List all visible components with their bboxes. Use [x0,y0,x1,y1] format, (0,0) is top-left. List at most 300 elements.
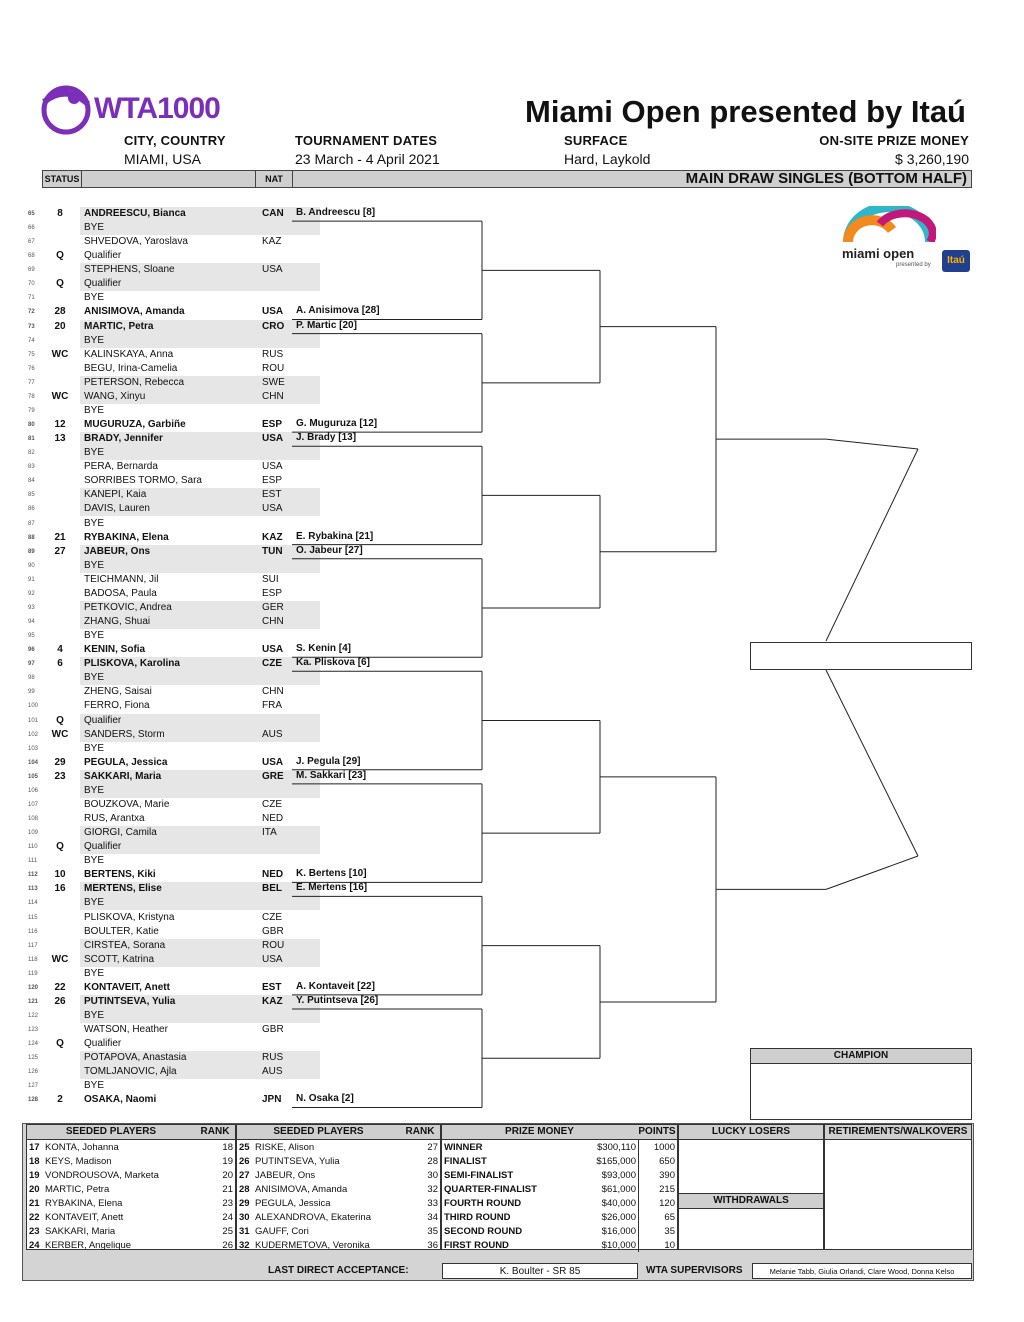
prize-money: $300,110 [597,1141,636,1153]
round2-winner: A. Anisimova [28] [296,305,380,317]
draw-position: 75 [28,351,35,358]
draw-position: 126 [28,1069,39,1076]
prize-label: ON-SITE PRIZE MONEY [819,133,969,148]
player-status: 22 [54,981,66,993]
draw-position: 110 [28,844,38,851]
seed-player: RYBAKINA, Elena [45,1197,123,1209]
draw-position: 98 [28,675,35,682]
seed-player: PUTINTSEVA, Yulia [255,1155,340,1167]
draw-position: 116 [28,928,38,935]
player-name: KONTAVEIT, Anett [84,981,170,993]
player-name: CIRSTEA, Sorana [84,939,166,951]
player-status: 8 [57,208,63,219]
player-nat: NED [262,869,284,881]
player-name: BYE [84,1080,105,1092]
seed-rank: 34 [427,1211,438,1223]
player-status: 2 [57,1094,63,1106]
player-name: BOUZKOVA, Marie [84,798,170,810]
player-name: Qualifier [84,278,122,290]
seed-number: 18 [29,1155,40,1167]
player-status: Q [56,1038,64,1050]
prize-round: FIRST ROUND [444,1239,509,1251]
player-nat: ESP [262,419,283,431]
player-name: RYBAKINA, Elena [84,531,169,543]
prize-money-table [441,1124,678,1250]
status-column-header: STATUS [42,170,82,188]
retirements-header: RETIREMENTS/WALKOVERS [825,1125,971,1140]
seed-rank: 28 [427,1155,438,1167]
prize-money: $26,000 [601,1211,636,1223]
itau-logo: Itaú [942,250,970,272]
round2-winner: K. Bertens [10] [296,868,367,880]
player-nat: RUS [262,348,284,360]
prize-money: $16,000 [601,1225,636,1237]
draw-position: 94 [28,619,35,626]
seed-player: KONTA, Johanna [45,1141,119,1153]
player-nat: EST [262,489,282,501]
draw-position: 123 [28,1027,39,1034]
player-name: SANDERS, Storm [84,728,165,740]
draw-position: 81 [28,436,35,443]
draw-position: 103 [28,745,39,752]
player-nat: CHN [262,616,284,628]
table-row [442,1140,677,1154]
seed-rank: 24 [222,1211,233,1223]
player-nat: GRE [262,770,284,782]
miami-open-text: miami open [842,246,915,261]
player-name: ANDREESCU, Bianca [84,208,186,219]
seed-number: 26 [239,1155,250,1167]
prize-round: SECOND ROUND [444,1225,523,1237]
retirements-box [824,1124,972,1250]
draw-position: 80 [28,422,35,429]
prize-money: $61,000 [601,1183,636,1195]
seed-number: 21 [29,1197,40,1209]
round2-winner: J. Pegula [29] [296,755,361,767]
round2-winner: E. Mertens [16] [296,882,368,894]
player-nat: CZE [262,911,282,923]
seed-rank: 35 [427,1225,438,1237]
seeds-table-a [26,1124,236,1250]
draw-position: 95 [28,633,35,640]
table-row [442,1224,677,1238]
draw-position: 79 [28,407,35,414]
player-nat: CHN [262,390,284,402]
seed-number: 31 [239,1225,250,1237]
seed-player: PEGULA, Jessica [255,1197,331,1209]
player-nat: CAN [262,208,284,219]
draw-position: 89 [28,548,35,555]
draw-position: 109 [28,830,39,837]
seed-number: 28 [239,1183,250,1195]
seed-player: ALEXANDROVA, Ekaterina [255,1211,371,1223]
player-name: RUS, Arantxa [84,813,145,824]
player-status: 27 [54,545,66,557]
dates-value: 23 March - 4 April 2021 [295,151,440,167]
champion-box [750,1048,972,1120]
seed-player: MARTIC, Petra [45,1183,110,1195]
round2-winner: G. Muguruza [12] [296,418,378,430]
player-nat: GBR [262,925,284,937]
player-name: Qualifier [84,841,122,853]
draw-position: 114 [28,900,38,907]
player-name: SHVEDOVA, Yaroslava [84,236,188,248]
draw-position: 84 [28,478,35,485]
player-name: BYE [84,967,105,979]
city-label: CITY, COUNTRY [124,133,226,148]
round2-winner: M. Sakkari [23] [296,769,367,781]
player-nat: EST [262,981,282,993]
player-nat: USA [262,433,284,445]
player-nat: TUN [262,545,283,557]
surface-value: Hard, Laykold [564,151,651,167]
player-name: OSAKA, Naomi [84,1094,157,1106]
player-name: MERTENS, Elise [84,883,162,895]
draw-position: 127 [28,1083,39,1090]
draw-position: 71 [28,295,35,302]
prize-money: $40,000 [601,1197,636,1209]
table-row [237,1238,440,1252]
draw-position: 115 [28,914,38,921]
draw-position: 88 [28,534,35,541]
draw-position: 104 [28,759,39,766]
seed-player: KERBER, Angelique [45,1239,132,1251]
prize-round: SEMI-FINALIST [444,1169,514,1181]
draw-position: 108 [28,816,39,822]
prize-points: 35 [639,1224,678,1238]
draw-position: 101 [28,717,39,724]
player-name: PUTINTSEVA, Yulia [84,995,176,1007]
draw-position: 86 [28,506,35,513]
round2-winner: S. Kenin [4] [296,643,352,655]
table-row [27,1238,235,1252]
player-status: Q [56,714,64,726]
player-name: BYE [84,517,105,529]
seed-number: 19 [29,1169,40,1181]
player-name: DAVIS, Lauren [84,503,150,515]
seed-player: VONDROUSOVA, Marketa [45,1169,159,1181]
supervisors-label: WTA SUPERVISORS [646,1265,743,1276]
seed-rank: 36 [427,1239,438,1251]
draw-position: 121 [28,998,39,1005]
seed-rank: 32 [427,1183,438,1195]
player-status: 12 [54,419,66,431]
seed-player: SAKKARI, Maria [45,1225,116,1237]
seed-rank: 33 [427,1197,438,1209]
player-name: GIORGI, Camila [84,827,157,839]
player-nat: NED [262,813,284,824]
player-name: PETERSON, Rebecca [84,376,185,388]
player-name: BRADY, Jennifer [84,433,163,445]
draw-position: 124 [28,1041,39,1048]
player-status: Q [56,841,64,853]
player-nat: JPN [262,1094,282,1106]
player-status: 10 [54,869,66,881]
nat-column-header: NAT [255,170,293,188]
seed-player: JABEUR, Ons [255,1169,316,1181]
seed-rank: 21 [222,1183,233,1195]
prize-points: 65 [639,1210,678,1224]
prize-points: 215 [639,1182,678,1196]
player-name: ZHANG, Shuai [84,616,151,628]
player-name: TOMLJANOVIC, Ajla [84,1066,177,1078]
round2-winner: Ka. Pliskova [6] [296,657,370,669]
prize-round: FINALIST [444,1155,487,1167]
player-status: 29 [54,756,66,768]
player-status: WC [51,348,69,360]
rank-header: RANK [200,1126,230,1137]
table-row [27,1168,235,1182]
draw-position: 70 [28,281,35,288]
player-name: Qualifier [84,250,122,262]
seed-player: ANISIMOVA, Amanda [255,1183,348,1195]
surface-label: SURFACE [564,133,628,148]
player-nat: FRA [262,700,282,712]
draw-position: 65 [28,211,35,217]
draw-position: 117 [28,942,38,949]
seed-number: 30 [239,1211,250,1223]
draw-position: 105 [28,773,39,780]
seed-player: RISKE, Alison [255,1141,315,1153]
player-name: PLISKOVA, Kristyna [84,911,175,923]
player-name: BYE [84,784,105,796]
seed-player: KUDERMETOVA, Veronika [255,1239,370,1251]
player-name: BYE [84,334,105,346]
seed-number: 20 [29,1183,40,1195]
seed-number: 24 [29,1239,40,1251]
player-name: ZHENG, Saisai [84,686,152,698]
prize-points: 10 [639,1238,678,1252]
seed-rank: 23 [222,1197,233,1209]
table-row [27,1196,235,1210]
draw-position: 76 [28,365,35,372]
player-nat: CZE [262,798,282,810]
seed-player: KEYS, Madison [45,1155,112,1167]
table-row [237,1182,440,1196]
player-name: PEGULA, Jessica [84,756,168,768]
player-status: 28 [54,306,66,318]
player-name: PETKOVIC, Andrea [84,601,172,613]
round2-winner: E. Rybakina [21] [296,530,374,542]
player-nat: USA [262,953,283,965]
prize-money: $10,000 [601,1239,636,1251]
seed-player: KONTAVEIT, Anett [45,1211,124,1223]
seeded-header: SEEDED PLAYERS [273,1126,364,1137]
seed-rank: 20 [222,1169,233,1181]
table-row [442,1182,677,1196]
table-row [237,1140,440,1154]
player-nat: ROU [262,939,285,951]
player-name: STEPHENS, Sloane [84,264,175,276]
player-nat: CZE [262,658,282,670]
seed-number: 32 [239,1239,250,1251]
round2-winner: O. Jabeur [27] [296,544,363,556]
final-result-box [750,642,972,670]
player-name: Qualifier [84,714,122,726]
draw-position: 120 [28,984,39,991]
player-name: KENIN, Sofia [84,644,146,656]
player-status: 4 [57,644,63,656]
player-status: Q [56,278,64,290]
city-value: MIAMI, USA [124,151,202,167]
seed-rank: 18 [222,1141,233,1153]
draw-position: 111 [28,858,38,865]
player-name: BYE [84,447,105,459]
draw-position: 67 [28,239,35,246]
player-status: 13 [54,433,66,445]
draw-position: 92 [28,590,35,597]
player-name: TEICHMANN, Jil [84,573,159,585]
player-nat: USA [262,503,283,515]
player-nat: CRO [262,320,285,332]
table-row [442,1154,677,1168]
player-nat: USA [262,644,284,656]
player-name: BYE [84,1009,105,1021]
rank-header: RANK [405,1126,435,1137]
table-row [237,1154,440,1168]
player-nat: USA [262,264,283,276]
lucky-losers-box [678,1124,824,1250]
draw-position: 72 [28,309,35,316]
player-name: JABEUR, Ons [84,545,151,557]
round2-winner: B. Andreescu [8] [296,207,376,218]
table-row [237,1210,440,1224]
draw-position: 73 [28,323,35,330]
prize-points: 650 [639,1154,678,1168]
draw-position: 99 [28,689,35,696]
player-name: BYE [84,292,105,304]
draw-position: 107 [28,801,39,808]
draw-position: 68 [28,253,35,260]
player-name: BYE [84,630,105,642]
bracket-diagonal [826,856,918,889]
prize-header: PRIZE MONEY [505,1126,574,1137]
presented-by-text: presented by [896,262,931,268]
round2-winner: N. Osaka [2] [296,1093,354,1105]
player-nat: GBR [262,1024,284,1036]
bracket-diagonal [826,670,918,856]
draw-position: 122 [28,1012,39,1019]
points-header: POINTS [638,1126,676,1137]
draw-position: 118 [28,956,38,963]
player-name: SAKKARI, Maria [84,770,162,782]
player-name: BADOSA, Paula [84,587,157,599]
round2-winner: A. Kontaveit [22] [296,980,375,992]
player-nat: CHN [262,686,284,698]
player-nat: ESP [262,475,283,487]
player-name: BOULTER, Katie [84,925,159,937]
last-direct-value: K. Boulter - SR 85 [442,1263,638,1279]
draw-position: 74 [28,337,35,344]
player-name: SCOTT, Katrina [84,953,155,965]
round2-winner: J. Brady [13] [296,432,357,444]
table-row [237,1196,440,1210]
prize-round: FOURTH ROUND [444,1197,522,1209]
table-row [27,1140,235,1154]
table-row [442,1196,677,1210]
player-name: BYE [84,404,105,416]
draw-position: 106 [28,787,39,794]
table-row [442,1238,677,1252]
player-status: WC [51,953,69,965]
player-name: KANEPI, Kaia [84,489,147,501]
supervisors-value: Melanie Tabb, Giulia Orlandi, Clare Wood, Donna Kelso [752,1263,972,1279]
draw-position: 83 [28,464,35,471]
player-status: WC [51,390,69,402]
withdrawals-header: WITHDRAWALS [679,1193,823,1209]
player-nat: GER [262,601,284,613]
player-name: BYE [84,672,105,684]
seed-number: 27 [239,1169,250,1181]
prize-round: WINNER [444,1141,483,1153]
seed-rank: 30 [427,1169,438,1181]
table-row [442,1210,677,1224]
prize-points: 120 [639,1196,678,1210]
draw-position: 90 [28,562,35,569]
seed-number: 29 [239,1197,250,1209]
player-status: 6 [57,658,63,670]
player-status: 20 [54,320,66,332]
draw-position: 87 [28,520,35,527]
dates-label: TOURNAMENT DATES [295,133,438,148]
draw-position: 112 [28,872,38,879]
seed-rank: 19 [222,1155,233,1167]
draw-position: 102 [28,731,39,738]
draw-title-bar: MAIN DRAW SINGLES (BOTTOM HALF) [292,170,972,188]
table-row [27,1182,235,1196]
draw-position: 66 [28,225,35,232]
seed-number: 22 [29,1211,40,1223]
player-nat: SWE [262,376,285,388]
seed-rank: 25 [222,1225,233,1237]
draw-position: 113 [28,886,38,893]
seed-number: 25 [239,1141,250,1153]
draw-position: 97 [28,661,35,668]
player-name: PERA, Bernarda [84,461,158,473]
prize-money: $93,000 [601,1169,636,1181]
player-status: 16 [54,883,66,895]
draw-position: 77 [28,379,35,386]
seed-number: 17 [29,1141,40,1153]
player-name: MARTIC, Petra [84,320,154,332]
player-nat: RUS [262,1052,284,1064]
player-name: WATSON, Heather [84,1024,168,1036]
player-name: BYE [84,897,105,909]
champion-label: CHAMPION [751,1049,971,1064]
round2-winner: Y. Putintseva [26] [296,994,379,1006]
player-nat: USA [262,756,284,768]
player-name: BERTENS, Kiki [84,869,156,881]
draw-position: 82 [28,450,35,457]
player-nat: SUI [262,573,279,585]
last-direct-label: LAST DIRECT ACCEPTANCE: [268,1265,409,1276]
prize-value: $ 3,260,190 [895,151,969,167]
player-nat: KAZ [262,236,282,248]
draw-position: 96 [28,647,35,654]
seed-player: GAUFF, Cori [255,1225,309,1237]
player-nat: KAZ [262,995,283,1007]
player-name: SORRIBES TORMO, Sara [84,475,202,487]
player-name: BYE [84,559,105,571]
player-name: PLISKOVA, Karolina [84,658,180,670]
draw-position: 93 [28,604,35,611]
player-name: BYE [84,222,105,234]
seed-rank: 26 [222,1239,233,1251]
draw-position: 91 [28,576,35,583]
player-nat: AUS [262,1066,283,1078]
player-nat: KAZ [262,531,283,543]
player-name: ANISIMOVA, Amanda [84,306,185,318]
